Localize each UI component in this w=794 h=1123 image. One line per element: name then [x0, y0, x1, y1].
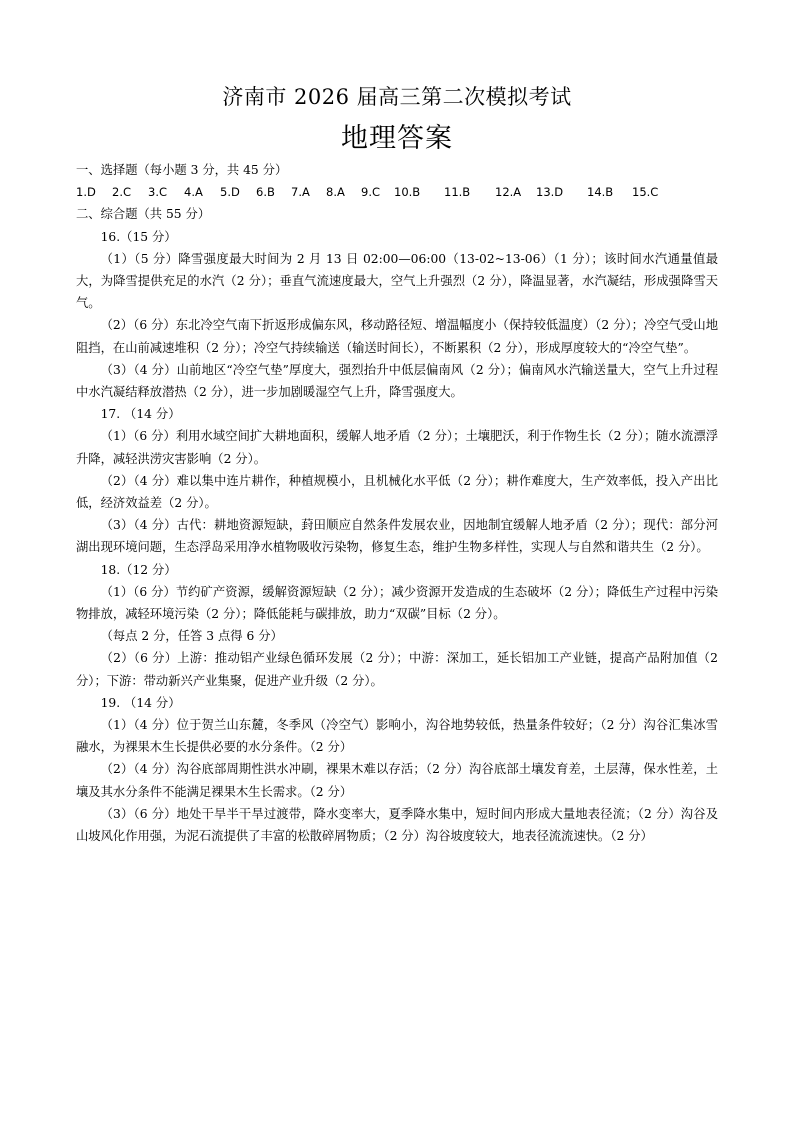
choice-answer: 11.B — [444, 185, 471, 200]
q16-part2: （2）（6 分）东北冷空气南下折返形成偏东风，移动路径短、增温幅度小（保持较低温度）（2 分）；冷空气受山地阻挡，在山前减速堆积（2 分）；冷空气持续输送（输送时间长），不断累积（2 分），形成厚度较大的“冷空气垫”。 — [76, 318, 718, 355]
choice-answer: 8.A — [326, 185, 345, 200]
q16-part3: （3）（4 分）山前地区“冷空气垫”厚度大，强烈抬升中低层偏南风（2 分）；偏南风水汽输送量大，空气上升过程中水汽凝结释放潜热（2 分），进一步加剧暖湿空气上升，降雪强度大。 — [76, 362, 718, 400]
choice-answer: 7.A — [291, 185, 310, 200]
choice-answer: 2.C — [112, 185, 132, 200]
choice-answer: 4.A — [184, 185, 203, 200]
q18-part1: （1）（6 分）节约矿产资源，缓解资源短缺（2 分）；减少资源开发造成的生态破坏（2 分）；降低生产过程中污染物排放，减轻环境污染（2 分）；降低能耗与碳排放，助力“双碳”目标（2 分）。 — [76, 584, 718, 622]
section1-heading: 一、选择题（每小题 3 分，共 45 分） — [76, 163, 288, 177]
choice-answer: 12.A — [495, 185, 522, 200]
section2-heading: 二、综合题（共 55 分） — [76, 207, 211, 222]
q17-part3: （3）（4 分）古代：耕地资源短缺，葑田顺应自然条件发展农业，因地制宜缓解人地矛盾（2 分）；现代：部分河湖出现环境问题，生态浮岛采用净水植物吸收污染物，修复生态，维护生物多样性，实现人与自然和谐共生（2 分）。 — [76, 518, 718, 555]
choice-answer: 3.C — [148, 185, 168, 200]
choice-answer: 14.B — [587, 185, 614, 200]
choice-answer: 5.D — [220, 185, 240, 200]
q17-title: 17. （14 分） — [100, 407, 181, 422]
choice-answer: 13.D — [536, 185, 564, 200]
answer-content — [76, 159, 718, 847]
choice-answers-row — [76, 181, 718, 203]
q18-part2: （2）（6 分）上游：推动铝产业绿色循环发展（2 分）；中游：深加工，延长铝加工产业链，提高产品附加值（2 分）；下游：带动新兴产业集聚，促进产业升级（2 分）。 — [76, 651, 718, 688]
choice-answer: 6.B — [256, 185, 275, 200]
q17-part1: （1）（6 分）利用水域空间扩大耕地面积，缓解人地矛盾（2 分）；土壤肥沃，利于作物生长（2 分）；随水流漂浮升降，减轻洪涝灾害影响（2 分）。 — [76, 429, 718, 466]
choice-answer: 10.B — [394, 185, 421, 200]
q16-part1: （1）（5 分）降雪强度最大时间为 2 月 13 日 02:00—06:00（13-02~13-06）（1 分）；该时间水汽通量值最大，为降雪提供充足的水汽（2 分）；垂直气流速度最大，空气上升强烈（2 分），降温显著，水汽凝结，形成强降雪天气。 — [76, 251, 718, 311]
q17-part2: （2）（4 分）难以集中连片耕作，种植规模小，且机械化水平低（2 分）；耕作难度大，生产效率低，投入产出比低，经济效益差（2 分）。 — [76, 473, 718, 511]
choice-answer: 9.C — [361, 185, 381, 200]
q19-part2: （2）（4 分）沟谷底部周期性洪水冲刷，裸果木难以存活；（2 分）沟谷底部土壤发育差，土层薄，保水性差，土壤及其水分条件不能满足裸果木生长需求。（2 分） — [76, 762, 718, 799]
q18-scoring-note: （每点 2 分，任答 3 点得 6 分） — [100, 629, 283, 644]
q18-title: 18.（12 分） — [100, 562, 177, 577]
exam-title: 济南市 2026 届高三第二次模拟考试 — [222, 85, 572, 109]
q16-title: 16.（15 分） — [100, 229, 177, 244]
q19-title: 19. （14 分） — [100, 695, 181, 710]
q19-part1: （1）（4 分）位于贺兰山东麓，冬季风（冷空气）影响小，沟谷地势较低，热量条件较好；（2 分）沟谷汇集冰雪融水，为裸果木生长提供必要的水分条件。（2 分） — [76, 718, 718, 755]
subject-title: 地理答案 — [341, 123, 453, 154]
choice-answer: 15.C — [632, 185, 659, 200]
choice-answer: 1.D — [76, 185, 96, 200]
q19-part3: （3）（6 分）地处干旱半干旱过渡带，降水变率大，夏季降水集中，短时间内形成大量地表径流；（2 分）沟谷及山坡风化作用强，为泥石流提供了丰富的松散碎屑物质；（2 分）沟谷坡度较大，地表径流流速快。（2 分） — [76, 806, 718, 844]
